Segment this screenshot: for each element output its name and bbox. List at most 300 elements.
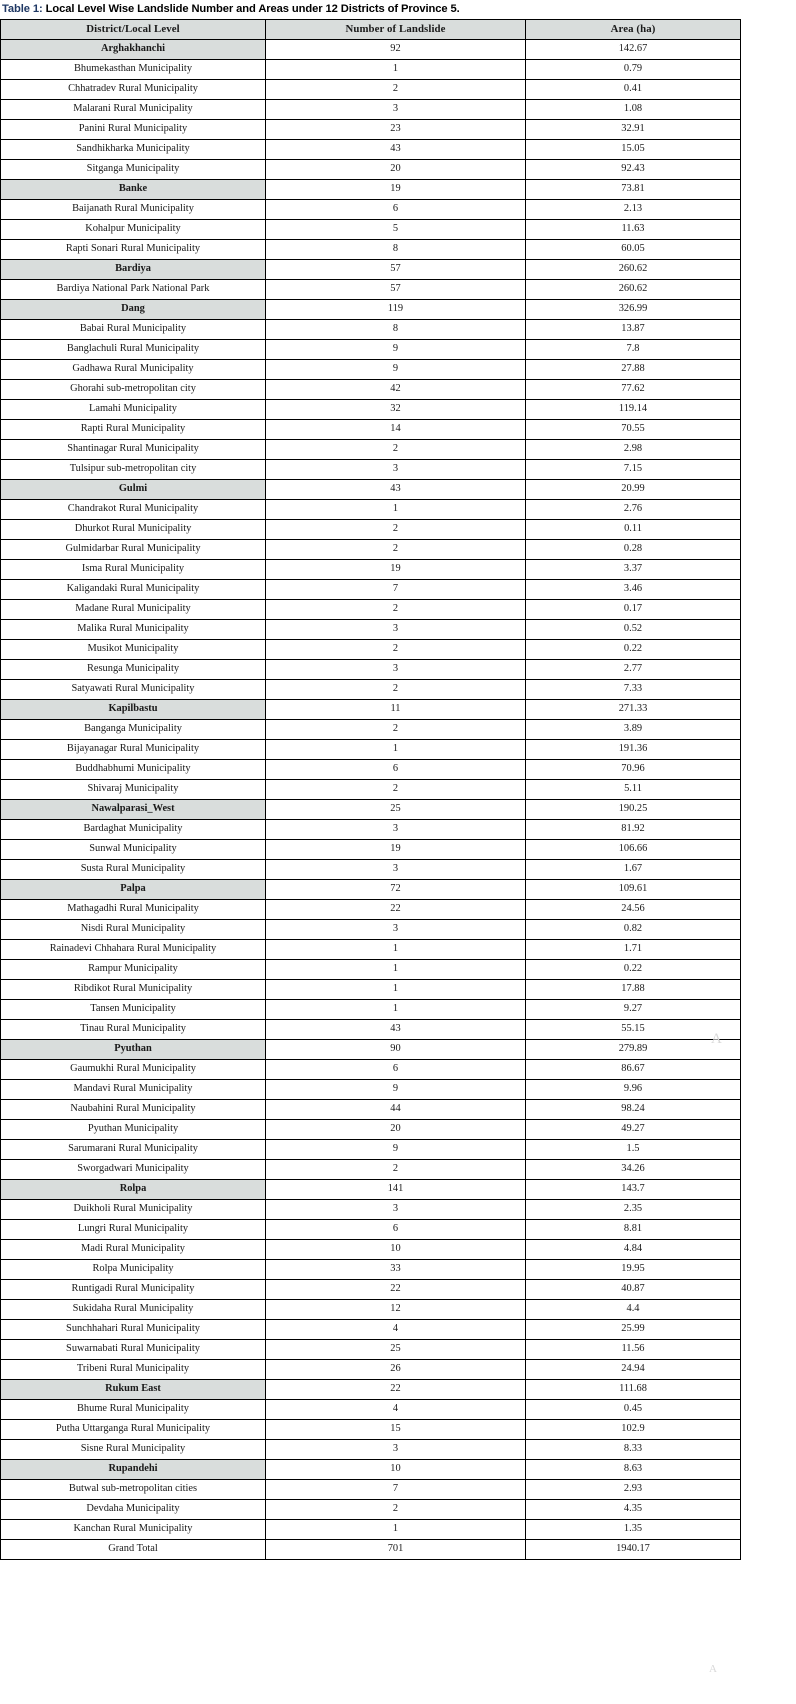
cell-area-ha: 119.14: [526, 400, 741, 420]
cell-district-local-level: Tansen Municipality: [1, 1000, 266, 1020]
cell-district-local-level: Pyuthan: [1, 1040, 266, 1060]
cell-area-ha: 260.62: [526, 260, 741, 280]
table-row: [1, 880, 741, 900]
cell-area-ha: 0.17: [526, 600, 741, 620]
cell-district-local-level: Madi Rural Municipality: [1, 1240, 266, 1260]
cell-area-ha: 0.82: [526, 920, 741, 940]
cell-area-ha: 102.9: [526, 1420, 741, 1440]
cell-number-of-landslide: 3: [266, 1200, 526, 1220]
table-row: [1, 40, 741, 60]
cell-area-ha: 0.28: [526, 540, 741, 560]
cell-area-ha: 3.37: [526, 560, 741, 580]
table-row: [1, 1280, 741, 1300]
cell-area-ha: 260.62: [526, 280, 741, 300]
table-row: [1, 960, 741, 980]
cell-area-ha: 8.33: [526, 1440, 741, 1460]
cell-district-local-level: Putha Uttarganga Rural Municipality: [1, 1420, 266, 1440]
cell-area-ha: 0.45: [526, 1400, 741, 1420]
cell-number-of-landslide: 1: [266, 500, 526, 520]
cell-district-local-level: Bhume Rural Municipality: [1, 1400, 266, 1420]
cell-area-ha: 11.63: [526, 220, 741, 240]
cell-district-local-level: Buddhabhumi Municipality: [1, 760, 266, 780]
cell-district-local-level: Kapilbastu: [1, 700, 266, 720]
table-row: [1, 180, 741, 200]
table-row: [1, 1200, 741, 1220]
cell-district-local-level: Resunga Municipality: [1, 660, 266, 680]
cell-district-local-level: Sukidaha Rural Municipality: [1, 1300, 266, 1320]
cell-number-of-landslide: 19: [266, 180, 526, 200]
table-row: [1, 1320, 741, 1340]
cell-number-of-landslide: 43: [266, 480, 526, 500]
cell-district-local-level: Kohalpur Municipality: [1, 220, 266, 240]
cell-district-local-level: Duikholi Rural Municipality: [1, 1200, 266, 1220]
cell-number-of-landslide: 4: [266, 1320, 526, 1340]
cell-area-ha: 49.27: [526, 1120, 741, 1140]
cell-number-of-landslide: 1: [266, 740, 526, 760]
cell-number-of-landslide: 10: [266, 1240, 526, 1260]
cell-district-local-level: Naubahini Rural Municipality: [1, 1100, 266, 1120]
cell-number-of-landslide: 72: [266, 880, 526, 900]
cell-area-ha: 7.8: [526, 340, 741, 360]
cell-district-local-level: Sunwal Municipality: [1, 840, 266, 860]
cell-district-local-level: Sworgadwari Municipality: [1, 1160, 266, 1180]
cell-district-local-level: Rampur Municipality: [1, 960, 266, 980]
cell-number-of-landslide: 2: [266, 600, 526, 620]
table-row: [1, 680, 741, 700]
cell-number-of-landslide: 25: [266, 1340, 526, 1360]
cell-district-local-level: Pyuthan Municipality: [1, 1120, 266, 1140]
cell-number-of-landslide: 20: [266, 160, 526, 180]
cell-number-of-landslide: 2: [266, 80, 526, 100]
table-row: [1, 720, 741, 740]
cell-district-local-level: Lamahi Municipality: [1, 400, 266, 420]
cell-area-ha: 9.96: [526, 1080, 741, 1100]
cell-area-ha: 3.89: [526, 720, 741, 740]
cell-district-local-level: Suwarnabati Rural Municipality: [1, 1340, 266, 1360]
table-row: [1, 1020, 741, 1040]
cell-area-ha: 143.7: [526, 1180, 741, 1200]
cell-number-of-landslide: 44: [266, 1100, 526, 1120]
table-header-row: [1, 20, 741, 40]
cell-area-ha: 1.35: [526, 1520, 741, 1540]
cell-district-local-level: Tulsipur sub-metropolitan city: [1, 460, 266, 480]
table-row: [1, 1380, 741, 1400]
cell-area-ha: 1.67: [526, 860, 741, 880]
cell-area-ha: 8.81: [526, 1220, 741, 1240]
table-row: [1, 1400, 741, 1420]
table-row: [1, 240, 741, 260]
cell-area-ha: 70.96: [526, 760, 741, 780]
cell-number-of-landslide: 22: [266, 900, 526, 920]
table-row: [1, 100, 741, 120]
cell-area-ha: 109.61: [526, 880, 741, 900]
cell-district-local-level: Lungri Rural Municipality: [1, 1220, 266, 1240]
table-row: [1, 1420, 741, 1440]
table-row: [1, 440, 741, 460]
cell-district-local-level: Dhurkot Rural Municipality: [1, 520, 266, 540]
cell-area-ha: 19.95: [526, 1260, 741, 1280]
cell-number-of-landslide: 14: [266, 420, 526, 440]
table-row: [1, 940, 741, 960]
table-row: [1, 800, 741, 820]
cell-area-ha: 191.36: [526, 740, 741, 760]
cell-area-ha: 8.63: [526, 1460, 741, 1480]
cell-district-local-level: Rapti Sonari Rural Municipality: [1, 240, 266, 260]
cell-district-local-level: Nawalparasi_West: [1, 800, 266, 820]
cell-area-ha: 32.91: [526, 120, 741, 140]
cell-district-local-level: Chandrakot Rural Municipality: [1, 500, 266, 520]
cell-district-local-level: Ghorahi sub-metropolitan city: [1, 380, 266, 400]
cell-district-local-level: Bijayanagar Rural Municipality: [1, 740, 266, 760]
table-row: [1, 280, 741, 300]
cell-number-of-landslide: 43: [266, 140, 526, 160]
cell-number-of-landslide: 2: [266, 540, 526, 560]
cell-area-ha: 55.15: [526, 1020, 741, 1040]
cell-number-of-landslide: 119: [266, 300, 526, 320]
cell-district-local-level: Babai Rural Municipality: [1, 320, 266, 340]
cell-number-of-landslide: 141: [266, 1180, 526, 1200]
cell-district-local-level: Bhumekasthan Municipality: [1, 60, 266, 80]
cell-area-ha: 5.11: [526, 780, 741, 800]
table-row: [1, 1240, 741, 1260]
cell-area-ha: 2.76: [526, 500, 741, 520]
table-row: [1, 700, 741, 720]
cell-district-local-level: Nisdi Rural Municipality: [1, 920, 266, 940]
cell-area-ha: 2.93: [526, 1480, 741, 1500]
table-row: [1, 140, 741, 160]
table-caption-text: Local Level Wise Landslide Number and Areas under 12 Districts of Province 5.: [42, 3, 460, 15]
table-row: [1, 80, 741, 100]
cell-district-local-level: Butwal sub-metropolitan cities: [1, 1480, 266, 1500]
cell-number-of-landslide: 1: [266, 940, 526, 960]
cell-district-local-level: Malika Rural Municipality: [1, 620, 266, 640]
table-row: [1, 920, 741, 940]
cell-district-local-level: Sarumarani Rural Municipality: [1, 1140, 266, 1160]
cell-area-ha: 4.84: [526, 1240, 741, 1260]
table-row: [1, 1540, 741, 1560]
table-row: [1, 1080, 741, 1100]
cell-area-ha: 1.71: [526, 940, 741, 960]
table-row: [1, 1060, 741, 1080]
cell-area-ha: 0.79: [526, 60, 741, 80]
table-row: [1, 1000, 741, 1020]
cell-district-local-level: Dang: [1, 300, 266, 320]
cell-number-of-landslide: 6: [266, 1220, 526, 1240]
cell-district-local-level: Runtigadi Rural Municipality: [1, 1280, 266, 1300]
cell-district-local-level: Bardiya: [1, 260, 266, 280]
table-row: [1, 340, 741, 360]
cell-district-local-level: Sisne Rural Municipality: [1, 1440, 266, 1460]
cell-area-ha: 4.4: [526, 1300, 741, 1320]
cell-district-local-level: Tribeni Rural Municipality: [1, 1360, 266, 1380]
cell-number-of-landslide: 2: [266, 1500, 526, 1520]
cell-number-of-landslide: 19: [266, 560, 526, 580]
cell-area-ha: 111.68: [526, 1380, 741, 1400]
table-row: [1, 640, 741, 660]
cell-number-of-landslide: 9: [266, 340, 526, 360]
cell-number-of-landslide: 2: [266, 520, 526, 540]
cell-district-local-level: Rolpa Municipality: [1, 1260, 266, 1280]
cell-number-of-landslide: 57: [266, 280, 526, 300]
table-row: [1, 320, 741, 340]
cell-district-local-level: Bardiya National Park National Park: [1, 280, 266, 300]
table-row: [1, 380, 741, 400]
table-row: [1, 740, 741, 760]
cell-number-of-landslide: 23: [266, 120, 526, 140]
cell-number-of-landslide: 42: [266, 380, 526, 400]
table-row: [1, 840, 741, 860]
cell-area-ha: 17.88: [526, 980, 741, 1000]
cell-area-ha: 279.89: [526, 1040, 741, 1060]
table-row: [1, 660, 741, 680]
table-row: [1, 1300, 741, 1320]
cell-district-local-level: Grand Total: [1, 1540, 266, 1560]
cell-number-of-landslide: 6: [266, 1060, 526, 1080]
table-row: [1, 1340, 741, 1360]
cell-area-ha: 13.87: [526, 320, 741, 340]
cell-area-ha: 40.87: [526, 1280, 741, 1300]
cell-district-local-level: Gadhawa Rural Municipality: [1, 360, 266, 380]
cell-number-of-landslide: 8: [266, 320, 526, 340]
cell-district-local-level: Rukum East: [1, 1380, 266, 1400]
cell-district-local-level: Sitganga Municipality: [1, 160, 266, 180]
table-row: [1, 860, 741, 880]
cell-number-of-landslide: 20: [266, 1120, 526, 1140]
watermark-glyph-mid: A: [711, 1031, 722, 1047]
cell-number-of-landslide: 33: [266, 1260, 526, 1280]
table-body: [1, 40, 741, 1560]
cell-number-of-landslide: 4: [266, 1400, 526, 1420]
cell-area-ha: 0.22: [526, 960, 741, 980]
cell-area-ha: 77.62: [526, 380, 741, 400]
cell-number-of-landslide: 19: [266, 840, 526, 860]
cell-number-of-landslide: 2: [266, 1160, 526, 1180]
cell-number-of-landslide: 15: [266, 1420, 526, 1440]
table-row: [1, 540, 741, 560]
table-row: [1, 220, 741, 240]
cell-district-local-level: Bardaghat Municipality: [1, 820, 266, 840]
cell-district-local-level: Mandavi Rural Municipality: [1, 1080, 266, 1100]
cell-number-of-landslide: 2: [266, 680, 526, 700]
cell-number-of-landslide: 3: [266, 920, 526, 940]
cell-district-local-level: Banglachuli Rural Municipality: [1, 340, 266, 360]
table-row: [1, 820, 741, 840]
cell-number-of-landslide: 2: [266, 640, 526, 660]
cell-area-ha: 9.27: [526, 1000, 741, 1020]
table-caption: [0, 0, 796, 19]
cell-number-of-landslide: 5: [266, 220, 526, 240]
cell-district-local-level: Baijanath Rural Municipality: [1, 200, 266, 220]
table-row: [1, 520, 741, 540]
table-row: [1, 420, 741, 440]
cell-number-of-landslide: 8: [266, 240, 526, 260]
column-header-number-of-landslide: Number of Landslide: [266, 20, 526, 40]
table-row: [1, 580, 741, 600]
table-row: [1, 760, 741, 780]
cell-district-local-level: Shivaraj Municipality: [1, 780, 266, 800]
table-caption-label: Table 1:: [2, 3, 43, 15]
cell-district-local-level: Rupandehi: [1, 1460, 266, 1480]
cell-area-ha: 2.35: [526, 1200, 741, 1220]
cell-area-ha: 92.43: [526, 160, 741, 180]
table-row: [1, 200, 741, 220]
cell-district-local-level: Madane Rural Municipality: [1, 600, 266, 620]
cell-district-local-level: Chhatradev Rural Municipality: [1, 80, 266, 100]
cell-number-of-landslide: 1: [266, 1520, 526, 1540]
cell-number-of-landslide: 2: [266, 780, 526, 800]
cell-number-of-landslide: 22: [266, 1280, 526, 1300]
table-row: [1, 1040, 741, 1060]
cell-area-ha: 0.41: [526, 80, 741, 100]
column-header-area: Area (ha): [526, 20, 741, 40]
cell-area-ha: 0.52: [526, 620, 741, 640]
cell-area-ha: 142.67: [526, 40, 741, 60]
cell-number-of-landslide: 701: [266, 1540, 526, 1560]
cell-number-of-landslide: 1: [266, 980, 526, 1000]
table-row: [1, 1360, 741, 1380]
cell-area-ha: 106.66: [526, 840, 741, 860]
cell-number-of-landslide: 32: [266, 400, 526, 420]
cell-number-of-landslide: 43: [266, 1020, 526, 1040]
table-header: [1, 20, 741, 40]
cell-number-of-landslide: 6: [266, 760, 526, 780]
cell-area-ha: 326.99: [526, 300, 741, 320]
cell-number-of-landslide: 3: [266, 1440, 526, 1460]
cell-district-local-level: Satyawati Rural Municipality: [1, 680, 266, 700]
cell-area-ha: 27.88: [526, 360, 741, 380]
cell-district-local-level: Kanchan Rural Municipality: [1, 1520, 266, 1540]
cell-area-ha: 2.98: [526, 440, 741, 460]
cell-number-of-landslide: 3: [266, 860, 526, 880]
cell-district-local-level: Rainadevi Chhahara Rural Municipality: [1, 940, 266, 960]
table-row: [1, 560, 741, 580]
cell-number-of-landslide: 3: [266, 100, 526, 120]
cell-number-of-landslide: 25: [266, 800, 526, 820]
cell-area-ha: 2.13: [526, 200, 741, 220]
cell-area-ha: 15.05: [526, 140, 741, 160]
cell-number-of-landslide: 2: [266, 440, 526, 460]
watermark-glyph-low: A: [709, 1663, 717, 1675]
cell-number-of-landslide: 11: [266, 700, 526, 720]
table-row: [1, 620, 741, 640]
cell-number-of-landslide: 7: [266, 1480, 526, 1500]
cell-area-ha: 24.94: [526, 1360, 741, 1380]
cell-area-ha: 81.92: [526, 820, 741, 840]
cell-district-local-level: Susta Rural Municipality: [1, 860, 266, 880]
cell-district-local-level: Ribdikot Rural Municipality: [1, 980, 266, 1000]
cell-number-of-landslide: 2: [266, 720, 526, 740]
cell-number-of-landslide: 1: [266, 60, 526, 80]
table-row: [1, 1220, 741, 1240]
cell-area-ha: 73.81: [526, 180, 741, 200]
cell-number-of-landslide: 10: [266, 1460, 526, 1480]
cell-district-local-level: Arghakhanchi: [1, 40, 266, 60]
cell-number-of-landslide: 7: [266, 580, 526, 600]
table-row: [1, 1500, 741, 1520]
cell-district-local-level: Tinau Rural Municipality: [1, 1020, 266, 1040]
cell-district-local-level: Sandhikharka Municipality: [1, 140, 266, 160]
table-row: [1, 1260, 741, 1280]
table-row: [1, 1100, 741, 1120]
cell-number-of-landslide: 92: [266, 40, 526, 60]
cell-number-of-landslide: 3: [266, 660, 526, 680]
cell-area-ha: 60.05: [526, 240, 741, 260]
cell-area-ha: 11.56: [526, 1340, 741, 1360]
cell-area-ha: 1.5: [526, 1140, 741, 1160]
cell-district-local-level: Musikot Municipality: [1, 640, 266, 660]
cell-area-ha: 34.26: [526, 1160, 741, 1180]
cell-number-of-landslide: 26: [266, 1360, 526, 1380]
landslide-summary-table: [0, 19, 741, 1560]
cell-area-ha: 0.22: [526, 640, 741, 660]
cell-area-ha: 1.08: [526, 100, 741, 120]
table-row: [1, 900, 741, 920]
cell-area-ha: 190.25: [526, 800, 741, 820]
cell-district-local-level: Shantinagar Rural Municipality: [1, 440, 266, 460]
cell-number-of-landslide: 3: [266, 460, 526, 480]
cell-district-local-level: Rapti Rural Municipality: [1, 420, 266, 440]
cell-district-local-level: Gulmi: [1, 480, 266, 500]
cell-area-ha: 98.24: [526, 1100, 741, 1120]
column-header-district: District/Local Level: [1, 20, 266, 40]
cell-area-ha: 3.46: [526, 580, 741, 600]
cell-district-local-level: Palpa: [1, 880, 266, 900]
table-row: [1, 780, 741, 800]
table-row: [1, 160, 741, 180]
table-row: [1, 1480, 741, 1500]
table-row: [1, 1520, 741, 1540]
table-row: [1, 1440, 741, 1460]
table-row: [1, 300, 741, 320]
cell-area-ha: 2.77: [526, 660, 741, 680]
cell-district-local-level: Sunchhahari Rural Municipality: [1, 1320, 266, 1340]
cell-district-local-level: Banke: [1, 180, 266, 200]
cell-area-ha: 7.33: [526, 680, 741, 700]
table-row: [1, 600, 741, 620]
table-row: [1, 400, 741, 420]
table-row: [1, 1140, 741, 1160]
cell-district-local-level: Panini Rural Municipality: [1, 120, 266, 140]
table-row: [1, 980, 741, 1000]
table-row: [1, 1160, 741, 1180]
table-row: [1, 120, 741, 140]
table-row: [1, 500, 741, 520]
cell-district-local-level: Gulmidarbar Rural Municipality: [1, 540, 266, 560]
cell-area-ha: 7.15: [526, 460, 741, 480]
cell-area-ha: 86.67: [526, 1060, 741, 1080]
cell-district-local-level: Banganga Municipality: [1, 720, 266, 740]
cell-area-ha: 25.99: [526, 1320, 741, 1340]
table-row: [1, 480, 741, 500]
cell-district-local-level: Isma Rural Municipality: [1, 560, 266, 580]
table-row: [1, 460, 741, 480]
cell-number-of-landslide: 3: [266, 620, 526, 640]
cell-area-ha: 4.35: [526, 1500, 741, 1520]
cell-number-of-landslide: 12: [266, 1300, 526, 1320]
cell-area-ha: 20.99: [526, 480, 741, 500]
table-row: [1, 1180, 741, 1200]
cell-area-ha: 271.33: [526, 700, 741, 720]
cell-number-of-landslide: 90: [266, 1040, 526, 1060]
cell-number-of-landslide: 9: [266, 360, 526, 380]
cell-district-local-level: Kaligandaki Rural Municipality: [1, 580, 266, 600]
cell-number-of-landslide: 6: [266, 200, 526, 220]
cell-district-local-level: Malarani Rural Municipality: [1, 100, 266, 120]
cell-number-of-landslide: 9: [266, 1140, 526, 1160]
cell-number-of-landslide: 57: [266, 260, 526, 280]
cell-district-local-level: Gaumukhi Rural Municipality: [1, 1060, 266, 1080]
cell-district-local-level: Devdaha Municipality: [1, 1500, 266, 1520]
